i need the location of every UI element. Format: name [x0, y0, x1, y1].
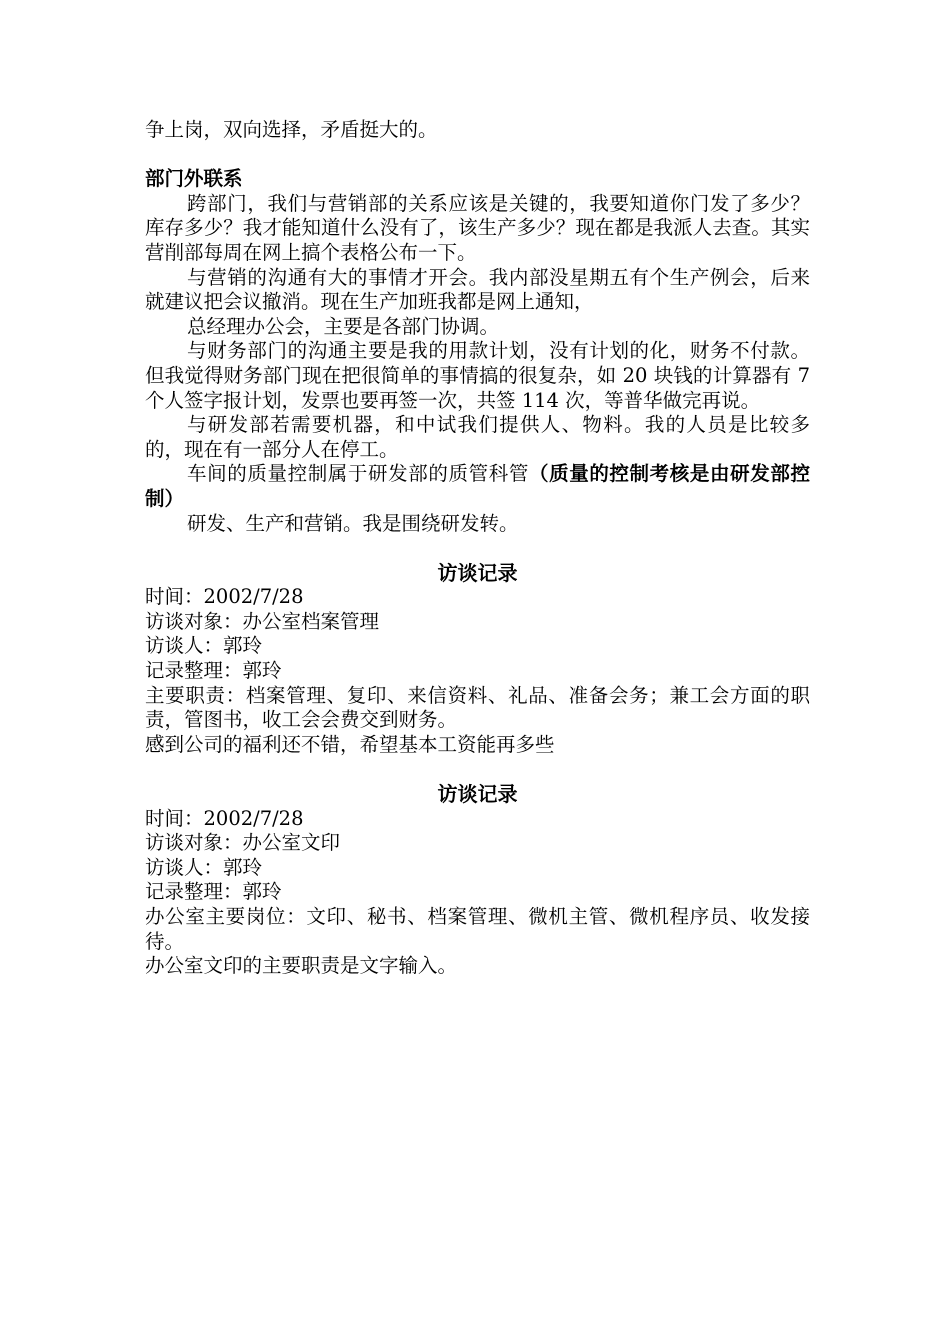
record-duty: 办公室文印的主要职责是文字输入。	[145, 954, 458, 978]
record-recorder: 记录整理：郭玲	[145, 880, 282, 904]
record-time: 时间：2002/7/28	[145, 585, 304, 609]
paragraph: 研发、生产和营销。我是围绕研发转。	[187, 511, 519, 535]
paragraph: 总经理办公会，主要是各部门协调。	[187, 314, 500, 338]
paragraph: 与财务部门的沟通主要是我的用款计划，没有计划的化，财务不付款。但我觉得财务部门现在把很简单的事情搞的很复杂，如 20 块钱的计算器有 7 个人签字报计划，发票也要再签一次，共签 114 次，等普华做完再说。	[145, 339, 810, 412]
record-time: 时间：2002/7/28	[145, 806, 304, 830]
record-subject: 访谈对象：办公室档案管理	[145, 609, 380, 633]
quality-text: 车间的质量控制属于研发部的质管科管	[187, 462, 529, 486]
record-recorder: 记录整理：郭玲	[145, 659, 282, 683]
paragraph: 与营销的沟通有大的事情才开会。我内部没星期五有个生产例会，后来就建议把会议撤消。现在生产加班我都是网上通知，	[145, 265, 810, 314]
record-interviewer: 访谈人：郭玲	[145, 634, 263, 658]
record-comment: 感到公司的福利还不错，希望基本工资能再多些	[145, 732, 555, 756]
section-heading: 部门外联系	[145, 167, 243, 191]
record-duties: 主要职责：档案管理、复印、来信资料、礼品、准备会务；兼工会方面的职责，管图书，收工会会费交到财务。	[145, 683, 810, 732]
paragraph: 与研发部若需要机器，和中试我们提供人、物料。我的人员是比较多的，现在有一部分人在停工。	[145, 413, 810, 461]
record-subject: 访谈对象：办公室文印	[145, 831, 341, 855]
paragraph: 跨部门，我们与营销部的关系应该是关键的，我要知道你门发了多少？库存多少？我才能知道什么没有了，该生产多少？现在都是我派人去查。其实营削部每周在网上搞个表格公布一下。	[145, 191, 810, 264]
document-page	[145, 118, 810, 979]
record-title: 访谈记录	[437, 560, 518, 585]
spacer	[145, 536, 810, 561]
spacer	[145, 143, 810, 168]
record-title: 访谈记录	[437, 782, 518, 807]
intro-line: 争上岗，双向选择，矛盾挺大的。	[145, 118, 438, 141]
spacer	[145, 757, 810, 782]
quality-bold-note: （质量的控制考核是由研发部控制）	[145, 462, 810, 510]
record-positions: 办公室主要岗位：文印、秘书、档案管理、微机主管、微机程序员、收发接待。	[145, 905, 810, 953]
quality-paragraph	[145, 462, 810, 511]
record-interviewer: 访谈人：郭玲	[145, 855, 263, 879]
